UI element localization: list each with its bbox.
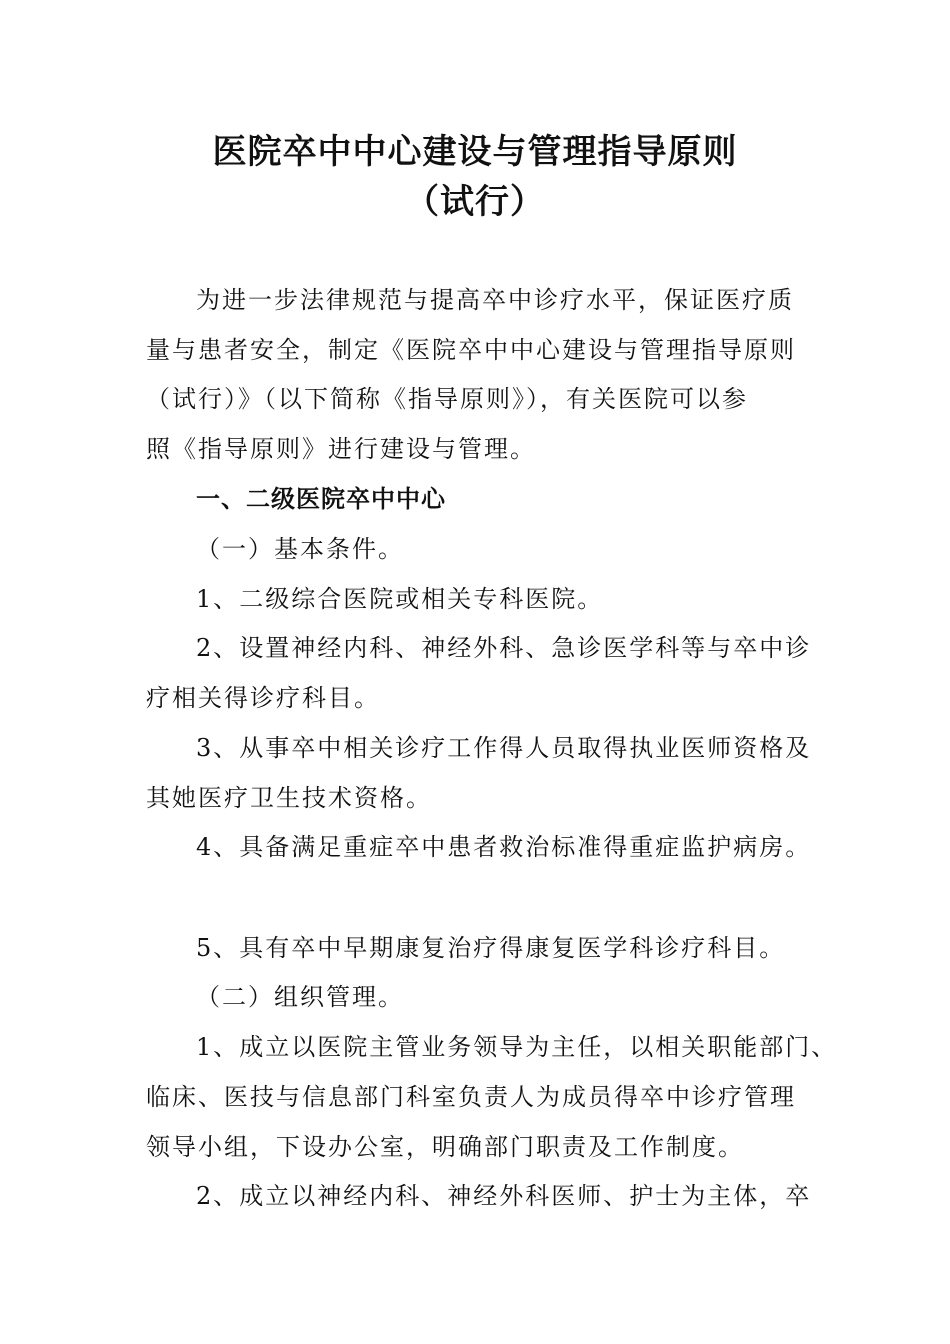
paragraph-line: 量与患者安全，制定《医院卒中中心建设与管理指导原则: [146, 336, 796, 364]
list-item: 5、具有卒中早期康复治疗得康复医学科诊疗科目。: [196, 934, 786, 962]
subsection-heading: （一）基本条件。: [196, 535, 404, 563]
paragraph-line: 照《指导原则》进行建设与管理。: [146, 435, 536, 463]
document-title: 医院卒中中心建设与管理指导原则: [212, 132, 738, 172]
list-item-continuation: 其她医疗卫生技术资格。: [146, 784, 432, 812]
list-item: 3、从事卒中相关诊疗工作得人员取得执业医师资格及: [196, 734, 812, 762]
paragraph-line: （试行）》（以下简称《指导原则》），有关医院可以参: [146, 385, 748, 413]
list-item: 1、成立以医院主管业务领导为主任，以相关职能部门、: [196, 1033, 838, 1061]
section-heading: 一、二级医院卒中中心: [196, 485, 446, 513]
list-item: 2、成立以神经内科、神经外科医师、护士为主体，卒: [196, 1182, 812, 1210]
list-item-continuation: 领导小组，下设办公室，明确部门职责及工作制度。: [146, 1133, 744, 1161]
document-title-subtitle: （试行）: [405, 182, 545, 222]
list-item: 2、设置神经内科、神经外科、急诊医学科等与卒中诊: [196, 634, 812, 662]
paragraph-line: 为进一步法律规范与提高卒中诊疗水平，保证医疗质: [196, 286, 794, 314]
subsection-heading: （二）组织管理。: [196, 983, 404, 1011]
list-item: 1、二级综合医院或相关专科医院。: [196, 585, 604, 613]
list-item-continuation: 临床、医技与信息部门科室负责人为成员得卒中诊疗管理: [146, 1083, 796, 1111]
list-item: 4、具备满足重症卒中患者救治标准得重症监护病房。: [196, 833, 812, 861]
list-item-continuation: 疗相关得诊疗科目。: [146, 684, 380, 712]
